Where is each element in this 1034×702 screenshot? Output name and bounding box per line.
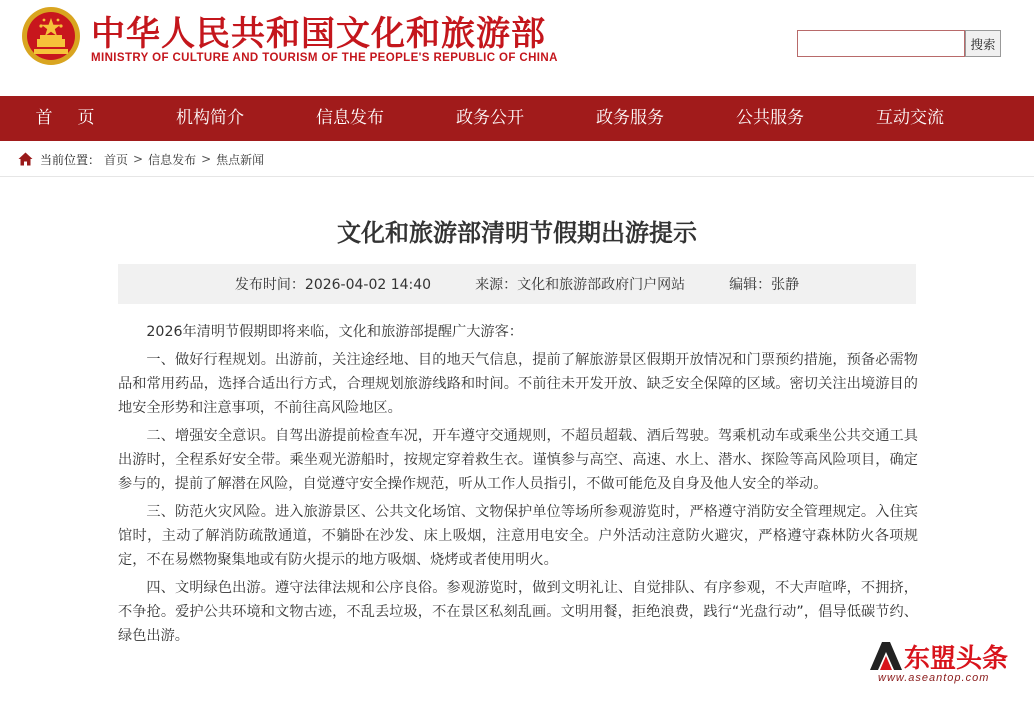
main-nav — [0, 96, 1034, 141]
breadcrumb-separator: > — [201, 152, 212, 166]
article-paragraph: 三、防范火灾风险。进入旅游景区、公共文化场馆、文物保护单位等场所参观游览时，严格遵守消防安全管理规定。入住宾馆时，主动了解消防疏散通道，不躺卧在沙发、床上吸烟，注意用电安全。户外活动注意防火避灾，严格遵守森林防火各项规定，不在易燃物聚集地或有防火提示的地方吸烟、烧烤或者使用明火。 — [118, 504, 918, 568]
ministry-name-en: MINISTRY OF CULTURE AND TOURISM OF THE PEOPLE'S REPUBLIC OF CHINA — [91, 52, 558, 64]
nav-item-about[interactable]: 机构简介 — [176, 108, 244, 128]
article-meta-bar — [118, 264, 916, 304]
nav-item-government-affairs[interactable]: 政务公开 — [456, 108, 524, 128]
nav-item-interaction[interactable]: 互动交流 — [876, 108, 944, 128]
national-emblem-icon[interactable] — [20, 5, 82, 67]
site-header — [0, 0, 1034, 96]
nav-item-public-services[interactable]: 公共服务 — [736, 108, 804, 128]
breadcrumb-separator: > — [133, 152, 144, 166]
breadcrumb — [18, 151, 264, 167]
nav-item-news[interactable]: 信息发布 — [316, 108, 384, 128]
article-title: 文化和旅游部清明节假期出游提示 — [337, 219, 697, 247]
watermark — [866, 636, 1034, 702]
article-body — [118, 320, 918, 652]
watermark-text: 东盟头条 — [904, 644, 1009, 674]
breadcrumb-divider — [0, 176, 1034, 177]
ministry-name-cn: 中华人民共和国文化和旅游部 — [91, 14, 546, 54]
watermark-url: www.aseantop.com — [878, 672, 990, 684]
article-paragraph: 一、做好行程规划。出游前，关注途经地、目的地天气信息，提前了解旅游景区假期开放情况和门票预约措施，预备必需物品和常用药品，选择合适出行方式，合理规划旅游线路和时间。不前往未开发开放、缺乏安全保障的区域。密切关注出境游目的地安全形势和注意事项，不前往高风险地区。 — [118, 352, 918, 416]
article-paragraph: 四、文明绿色出游。遵守法律法规和公序良俗。参观游览时，做到文明礼让、自觉排队、有序参观，不大声喧哗，不拥挤，不争抢。爱护公共环境和文物古迹，不乱丢垃圾，不在景区私刻乱画。文明用餐，拒绝浪费，践行“光盘行动”，倡导低碳节约、绿色出游。 — [118, 580, 918, 644]
search-button[interactable]: 搜索 — [965, 30, 1001, 57]
watermark-logo-icon — [868, 640, 904, 674]
breadcrumb-label: 当前位置： — [40, 152, 101, 167]
article-source: 来源：文化和旅游部政府门户网站 — [475, 277, 686, 293]
article-paragraph: 2026年清明节假期即将来临，文化和旅游部提醒广大游客： — [146, 324, 523, 340]
article-paragraph: 二、增强安全意识。自驾出游提前检查车况，开车遵守交通规则，不超员超载、酒后驾驶。驾乘机动车或乘坐公共交通工具出游时，全程系好安全带。乘坐观光游船时，按规定穿着救生衣。谨慎参与高空、高速、水上、潜水、探险等高风险项目，确定参与的，提前了解潜在风险，自觉遵守安全操作规范，听从工作人员指引，不做可能危及自身及他人安全的举动。 — [118, 428, 918, 492]
search-input[interactable] — [797, 30, 965, 57]
breadcrumb-item-focus-news[interactable]: 焦点新闻 — [216, 152, 265, 167]
breadcrumb-item-home[interactable]: 首页 — [104, 152, 129, 167]
breadcrumb-item-news[interactable]: 信息发布 — [148, 152, 197, 167]
nav-item-home[interactable]: 首页 — [35, 108, 120, 128]
publish-time: 发布时间：2026-04-02 14:40 — [234, 277, 432, 293]
nav-item-government-services[interactable]: 政务服务 — [596, 108, 664, 128]
article-editor: 编辑：张静 — [729, 277, 800, 293]
home-icon — [18, 152, 33, 166]
